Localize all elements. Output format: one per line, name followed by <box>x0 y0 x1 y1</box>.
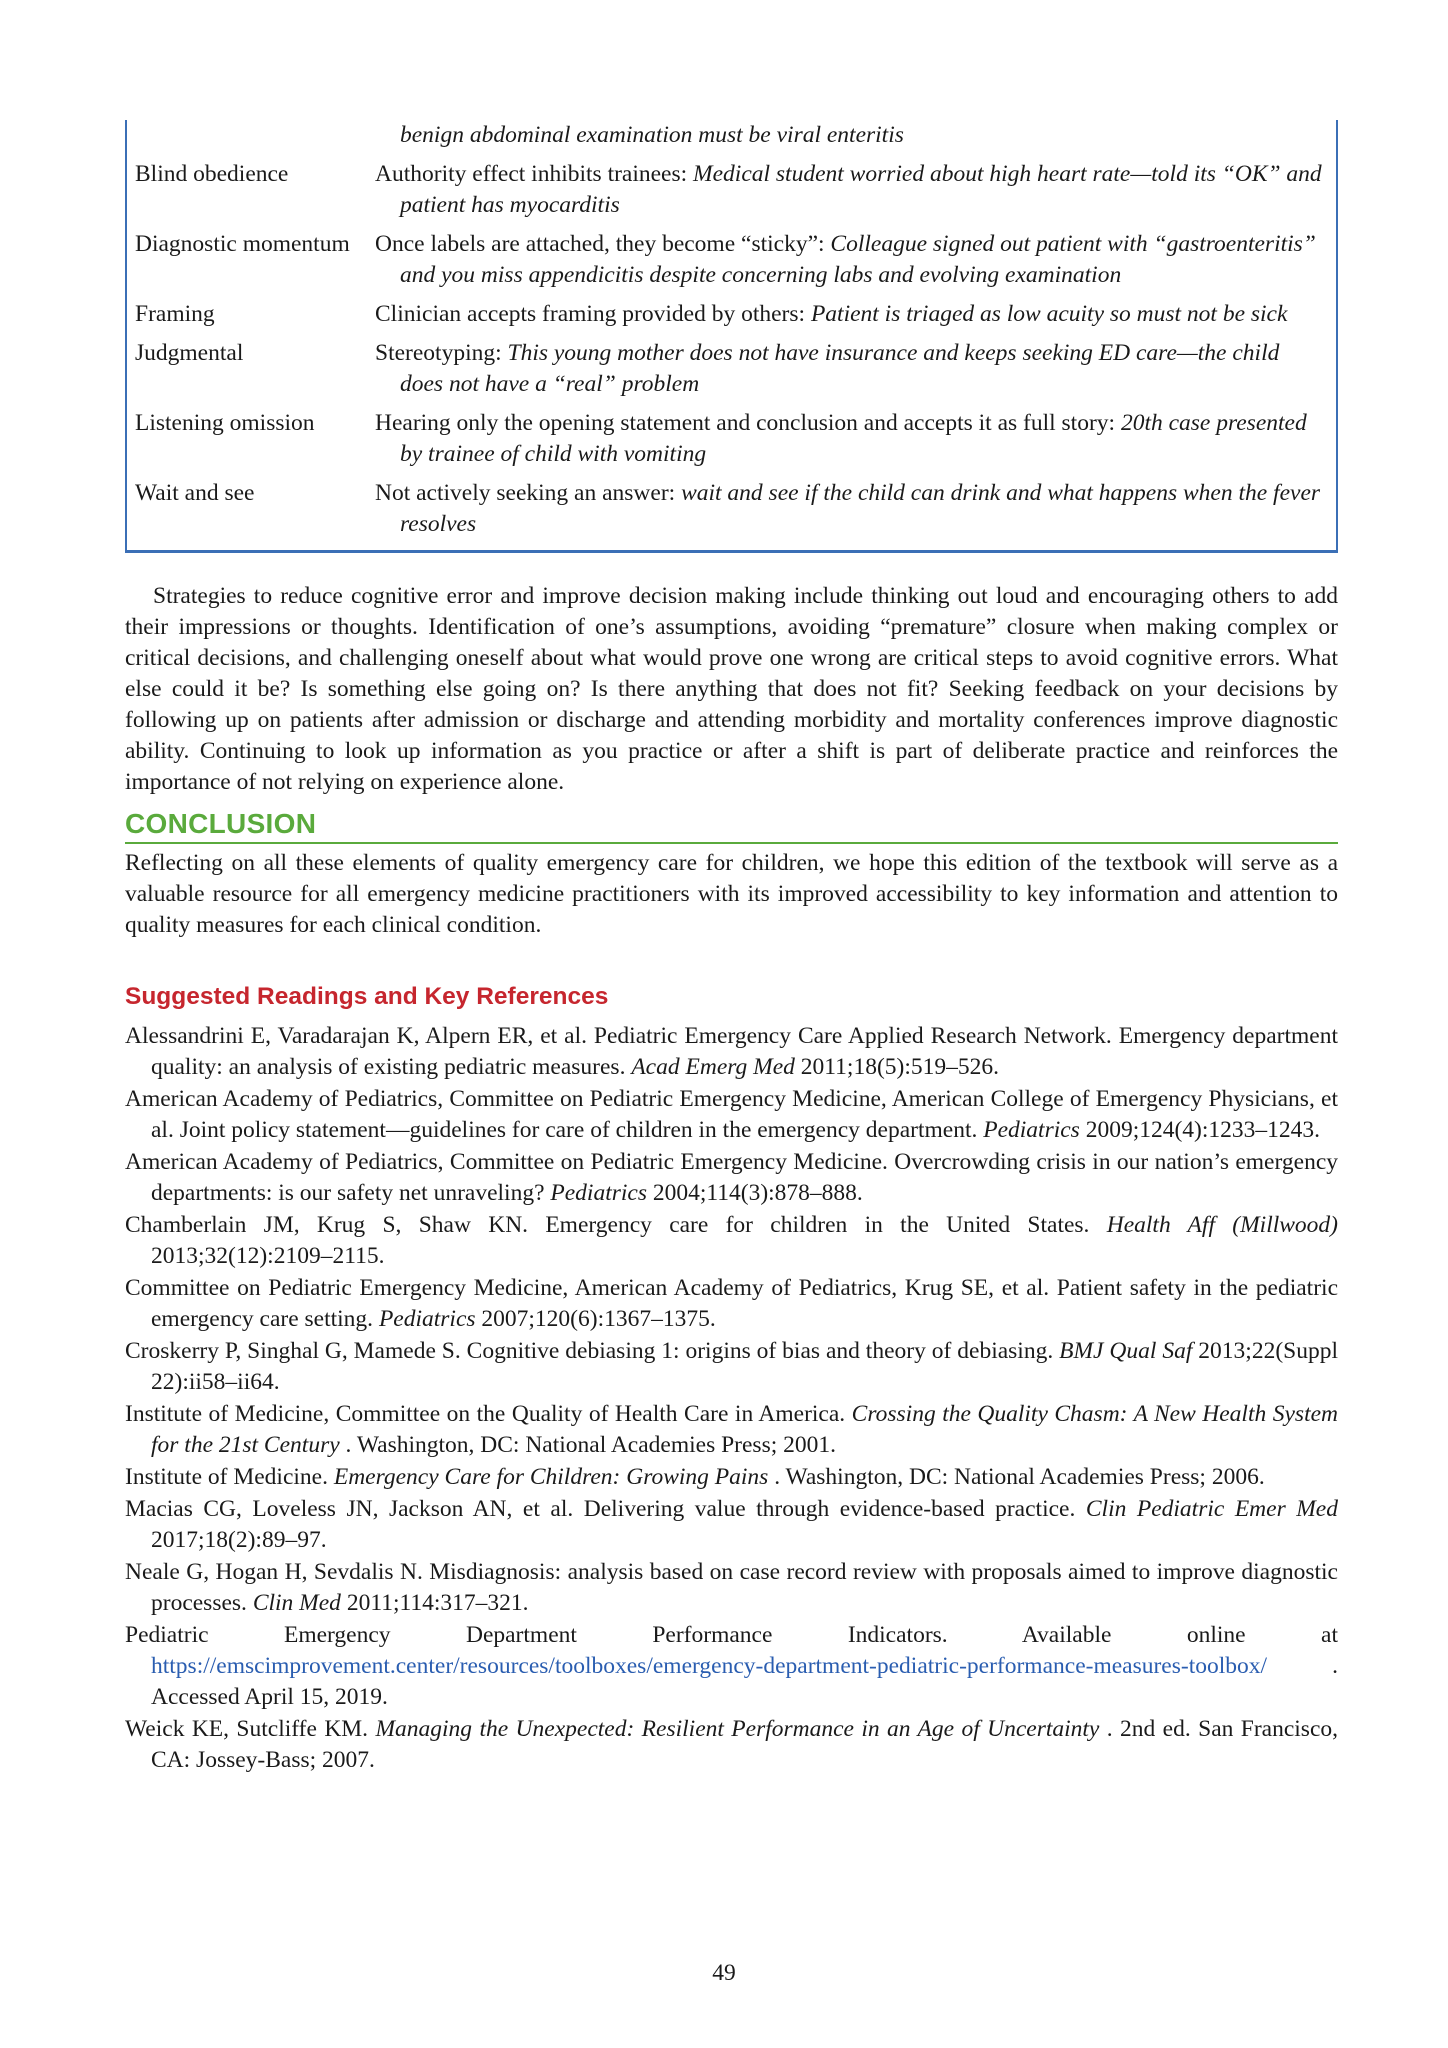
strategies-paragraph: Strategies to reduce cognitive error and improve decision making include thinking out loud and encouraging others to add their impressions or thoughts. Identification of one’s assumptions, avoiding “premature” closure when making complex or critical decisions, and challenging oneself about what would prove one wrong are critical steps to avoid cognitive errors. What else could it be? Is something else going on? Is there anything that does not fit? Seeking feedback on your decisions by following up on patients after admission or discharge and attending morbidity and mortality conferences improve diagnostic ability. Continuing to look up information as you practice or after a shift is part of deliberate practice and reinforces the importance of not relying on experience alone. <box>125 583 1338 795</box>
table-description: benign abdominal examination must be viral enteritis <box>400 122 904 148</box>
table-row <box>135 229 1326 291</box>
table-description: Hearing only the opening statement and conclusion and accepts it as full story: 20th case presented by trainee of child with vomiting <box>375 410 1307 467</box>
cognitive-bias-table <box>125 120 1338 553</box>
table-term: Judgmental <box>135 340 244 366</box>
table-description: Clinician accepts framing provided by others: Patient is triaged as low acuity so must not be sick <box>375 301 1288 327</box>
reference-item: Institute of Medicine. Emergency Care for Children: Growing Pains . Washington, DC: National Academies Press; 2006. <box>125 1464 1265 1490</box>
reference-item: Pediatric Emergency Department Performance Indicators. Available online at https://emscimprovement.center/resources/toolboxes/emergency-department-pediatric-performance-measures-toolbox/ . Accessed April 15, 2019. <box>125 1622 1338 1710</box>
reference-item: American Academy of Pediatrics, Committee on Pediatric Emergency Medicine, American College of Emergency Physicians, et al. Joint policy statement—guidelines for care of children in the emergency department. Pediatrics 2009;124(4):1233–1243. <box>125 1086 1338 1143</box>
table-term: Listening omission <box>135 410 315 436</box>
reference-list <box>125 1021 1338 1776</box>
table-row <box>135 408 1326 470</box>
reference-item: Alessandrini E, Varadarajan K, Alpern ER, et al. Pediatric Emergency Care Applied Research Network. Emergency department quality: an analysis of existing pediatric measures. Acad Emerg Med 2011;18(5):519–526. <box>125 1023 1338 1080</box>
table-term: Framing <box>135 301 215 327</box>
table-row <box>135 338 1326 400</box>
reference-item: Croskerry P, Singhal G, Mamede S. Cognitive debiasing 1: origins of bias and theory of debiasing. BMJ Qual Saf 2013;22(Suppl 22):ii58–ii64. <box>125 1338 1339 1395</box>
reference-item: Chamberlain JM, Krug S, Shaw KN. Emergency care for children in the United States. Health Aff (Millwood) 2013;32(12):2109–2115. <box>125 1212 1339 1269</box>
table-term: Blind obedience <box>135 161 289 187</box>
page-number: 49 <box>712 1960 736 1986</box>
page-content <box>125 120 1338 1777</box>
conclusion-paragraph: Reflecting on all these elements of quality emergency care for children, we hope this edition of the textbook will serve as a valuable resource for all emergency medicine practitioners with its improved accessibility to key information and attention to quality measures for each clinical condition. <box>125 850 1338 938</box>
table-row <box>135 478 1326 540</box>
table-term <box>135 120 375 151</box>
reference-item: Committee on Pediatric Emergency Medicine, American Academy of Pediatrics, Krug SE, et al. Patient safety in the pediatric emergency care setting. Pediatrics 2007;120(6):1367–1375. <box>125 1275 1338 1332</box>
table-description: Not actively seeking an answer: wait and see if the child can drink and what happens when the fever resolves <box>375 480 1321 537</box>
table-row <box>135 159 1326 221</box>
reference-item: American Academy of Pediatrics, Committee on Pediatric Emergency Medicine. Overcrowding crisis in our nation’s emergency departments: is our safety net unraveling? Pediatrics 2004;114(3):878–888. <box>125 1149 1338 1206</box>
table-description: Stereotyping: This young mother does not have insurance and keeps seeking ED care—the child does not have a “real” problem <box>375 340 1280 397</box>
conclusion-heading: CONCLUSION <box>125 808 1338 844</box>
table-term: Diagnostic momentum <box>135 231 350 257</box>
reference-item: Weick KE, Sutcliffe KM. Managing the Unexpected: Resilient Performance in an Age of Uncertainty . 2nd ed. San Francisco, CA: Jossey-Bass; 2007. <box>125 1716 1339 1773</box>
references-heading: Suggested Readings and Key References <box>125 983 609 1010</box>
table-row <box>135 120 1326 151</box>
table-term: Wait and see <box>135 480 255 506</box>
table-description: Authority effect inhibits trainees: Medical student worried about high heart rate—told its “OK” and patient has myocarditis <box>375 161 1322 218</box>
table-description: Once labels are attached, they become “sticky”: Colleague signed out patient with “gastroenteritis” and you miss appendicitis despite concerning labs and evolving examination <box>375 231 1316 288</box>
table-row <box>135 299 1326 330</box>
reference-item: Neale G, Hogan H, Sevdalis N. Misdiagnosis: analysis based on case record review with proposals aimed to improve diagnostic processes. Clin Med 2011;114:317–321. <box>125 1559 1338 1616</box>
reference-link[interactable]: https://emscimprovement.center/resources/toolboxes/emergency-department-pediatric-performance-measures-toolbox/ <box>151 1653 1268 1679</box>
reference-item: Macias CG, Loveless JN, Jackson AN, et al. Delivering value through evidence-based practice. Clin Pediatric Emer Med 2017;18(2):89–97. <box>125 1496 1338 1553</box>
reference-item: Institute of Medicine, Committee on the Quality of Health Care in America. Crossing the Quality Chasm: A New Health System for the 21st Century . Washington, DC: National Academies Press; 2001. <box>125 1401 1338 1458</box>
